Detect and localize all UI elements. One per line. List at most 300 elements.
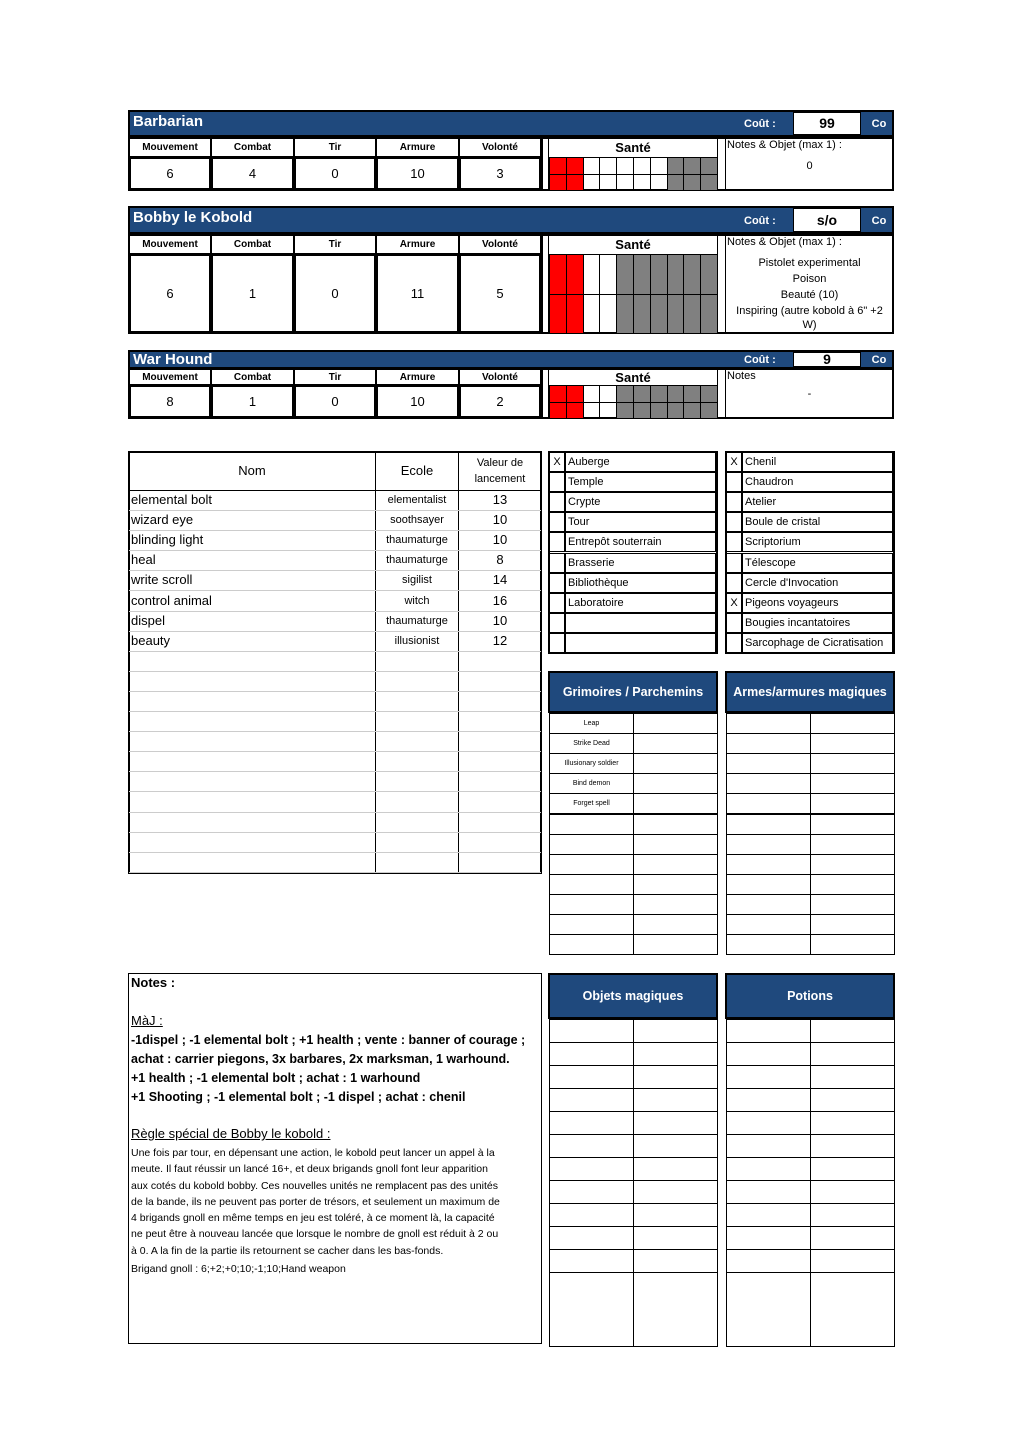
health-box[interactable] bbox=[566, 385, 584, 403]
grid-cell[interactable] bbox=[549, 1272, 634, 1347]
spell-row[interactable] bbox=[129, 732, 541, 752]
grid-cell[interactable] bbox=[726, 874, 811, 895]
base-checkbox[interactable] bbox=[726, 633, 742, 653]
cout-label: Coût : bbox=[744, 215, 776, 227]
base-label: Boule de cristal bbox=[742, 512, 893, 532]
spell-header-valeur-line1: Valeur de bbox=[476, 457, 524, 469]
stat-armure[interactable]: 10 bbox=[376, 385, 459, 418]
grid-cell[interactable] bbox=[810, 874, 895, 895]
co-label: Co bbox=[871, 354, 887, 366]
spell-row[interactable] bbox=[129, 813, 541, 833]
stat-label-armure: Armure bbox=[376, 369, 459, 385]
grid-cell[interactable] bbox=[810, 793, 895, 814]
base-label: Auberge bbox=[565, 452, 716, 472]
health-box[interactable] bbox=[599, 254, 617, 295]
base-label: Brasserie bbox=[565, 553, 716, 573]
health-box[interactable] bbox=[599, 157, 617, 175]
divider bbox=[717, 234, 726, 334]
health-box[interactable] bbox=[633, 157, 651, 175]
grid-cell[interactable] bbox=[633, 753, 718, 774]
health-box[interactable] bbox=[616, 385, 634, 403]
grid-cell[interactable] bbox=[633, 1134, 718, 1158]
rule-line: Une fois par tour, en dépensant une action, le kobold peut lancer un appel à la bbox=[131, 1147, 495, 1159]
health-box[interactable] bbox=[700, 402, 718, 420]
health-box[interactable] bbox=[650, 174, 668, 192]
health-box[interactable] bbox=[566, 254, 584, 295]
grid-cell[interactable] bbox=[810, 1249, 895, 1273]
grid-cell[interactable] bbox=[633, 854, 718, 875]
grid-cell[interactable] bbox=[726, 713, 811, 734]
grid-cell[interactable] bbox=[810, 814, 895, 835]
spell-name: heal bbox=[131, 552, 156, 568]
grid-cell[interactable] bbox=[633, 1042, 718, 1066]
cout-label: Coût : bbox=[744, 118, 776, 130]
grid-cell[interactable] bbox=[633, 1203, 718, 1227]
grid-cell[interactable] bbox=[633, 713, 718, 734]
grid-cell[interactable] bbox=[726, 914, 811, 935]
grid-cell[interactable] bbox=[633, 1249, 718, 1273]
maj-line: +1 health ; -1 elemental bolt ; achat : 1 warhound bbox=[131, 1071, 421, 1085]
base-checkbox[interactable] bbox=[726, 553, 742, 573]
armes-header: Armes/armures magiques bbox=[725, 671, 895, 713]
stat-label-volonte: Volonté bbox=[459, 138, 541, 157]
stat-label-combat: Combat bbox=[211, 235, 294, 254]
grid-cell[interactable] bbox=[726, 1157, 811, 1181]
health-box[interactable] bbox=[633, 174, 651, 192]
spell-school: illusionist bbox=[394, 634, 440, 647]
grid-cell[interactable] bbox=[633, 1157, 718, 1181]
health-box[interactable] bbox=[616, 157, 634, 175]
health-box[interactable] bbox=[566, 294, 584, 335]
note-line: W) bbox=[802, 319, 817, 331]
health-box[interactable] bbox=[549, 157, 567, 175]
notes-label: Notes & Objet (max 1) : bbox=[727, 139, 842, 151]
health-box[interactable] bbox=[633, 385, 651, 403]
spell-school: soothsayer bbox=[390, 514, 444, 527]
base-checkbox[interactable] bbox=[726, 472, 742, 492]
grid-cell[interactable] bbox=[633, 733, 718, 754]
cout-value[interactable]: s/o bbox=[793, 208, 861, 232]
base-label: Cercle d'Invocation bbox=[742, 573, 893, 593]
unit-notes[interactable] bbox=[726, 255, 893, 331]
spell-value: 13 bbox=[492, 492, 508, 507]
health-box[interactable] bbox=[683, 385, 701, 403]
health-box[interactable] bbox=[683, 157, 701, 175]
spell-school: thaumaturge bbox=[386, 614, 448, 627]
grid-cell[interactable] bbox=[549, 793, 634, 814]
spell-row[interactable] bbox=[129, 652, 541, 672]
grid-cell[interactable] bbox=[810, 1134, 895, 1158]
grid-cell[interactable] bbox=[810, 1111, 895, 1135]
health-box[interactable] bbox=[683, 254, 701, 295]
grid-cell[interactable] bbox=[726, 733, 811, 754]
divider bbox=[541, 137, 549, 191]
unit-header bbox=[128, 206, 894, 234]
notes-label: Notes bbox=[727, 370, 756, 382]
grid-cell[interactable] bbox=[633, 814, 718, 835]
health-box[interactable] bbox=[633, 402, 651, 420]
spell-name: blinding light bbox=[131, 532, 204, 548]
rule-line: 4 brigands gnoll en même temps en jeu est toléré, à ce moment là, la capacité bbox=[131, 1212, 495, 1225]
maj-list[interactable] bbox=[131, 1031, 525, 1107]
spell-name: beauty bbox=[131, 632, 171, 648]
grid-cell[interactable] bbox=[549, 1249, 634, 1273]
grid-cell[interactable] bbox=[549, 713, 634, 734]
grid-cell[interactable] bbox=[726, 1134, 811, 1158]
health-box[interactable] bbox=[583, 294, 601, 335]
grid-cell[interactable] bbox=[549, 1226, 634, 1250]
health-box[interactable] bbox=[700, 294, 718, 335]
health-box[interactable] bbox=[667, 174, 685, 192]
co-label: Co bbox=[871, 215, 887, 227]
base-checkbox[interactable]: X bbox=[726, 593, 742, 613]
health-box[interactable] bbox=[599, 385, 617, 403]
health-box[interactable] bbox=[700, 254, 718, 295]
health-box[interactable] bbox=[667, 402, 685, 420]
maj-line: -1dispel ; -1 elemental bolt ; +1 health ; vente : banner of courage ; bbox=[131, 1033, 526, 1047]
spell-name: write scroll bbox=[131, 572, 193, 588]
base-checkbox[interactable] bbox=[549, 613, 565, 633]
grid-cell[interactable] bbox=[726, 1180, 811, 1204]
base-checkbox[interactable] bbox=[726, 512, 742, 532]
health-box[interactable] bbox=[616, 254, 634, 295]
spell-row[interactable] bbox=[129, 692, 541, 712]
health-box[interactable] bbox=[583, 254, 601, 295]
spell-row[interactable] bbox=[129, 772, 541, 792]
rule-title: Règle spécial de Bobby le kobold : bbox=[131, 1126, 331, 1141]
stat-label-tir: Tir bbox=[294, 235, 376, 254]
unit-header bbox=[128, 110, 894, 137]
grid-cell[interactable] bbox=[726, 1019, 811, 1043]
note-line: Beauté (10) bbox=[780, 289, 839, 301]
grid-cell[interactable] bbox=[633, 1226, 718, 1250]
grid-cell[interactable] bbox=[810, 894, 895, 915]
grid-cell[interactable] bbox=[633, 793, 718, 814]
base-label bbox=[565, 633, 716, 653]
grid-cell[interactable] bbox=[810, 1157, 895, 1181]
grid-cell[interactable] bbox=[726, 854, 811, 875]
health-box[interactable] bbox=[667, 157, 685, 175]
stat-volonte[interactable]: 2 bbox=[459, 385, 541, 418]
grid-cell[interactable] bbox=[633, 1180, 718, 1204]
health-box[interactable] bbox=[583, 157, 601, 175]
grid-cell[interactable] bbox=[810, 914, 895, 935]
stat-volonte[interactable]: 3 bbox=[459, 157, 541, 190]
spell-name: dispel bbox=[131, 612, 165, 628]
health-box[interactable] bbox=[683, 174, 701, 192]
health-box[interactable] bbox=[700, 385, 718, 403]
grid-cell[interactable] bbox=[549, 1134, 634, 1158]
base-checkbox[interactable] bbox=[549, 512, 565, 532]
health-box[interactable] bbox=[566, 402, 584, 420]
potions-header: Potions bbox=[725, 973, 895, 1019]
unit-name: War Hound bbox=[133, 351, 213, 368]
health-box[interactable] bbox=[616, 174, 634, 192]
grid-cell[interactable] bbox=[726, 773, 811, 794]
grid-cell[interactable] bbox=[549, 1019, 634, 1043]
spell-name: control animal bbox=[131, 592, 212, 608]
health-box[interactable] bbox=[650, 294, 668, 335]
unit-notes[interactable] bbox=[726, 158, 893, 174]
base-label: Temple bbox=[565, 472, 716, 492]
grimoire-item: Bind demon bbox=[572, 780, 611, 788]
grid-cell[interactable] bbox=[810, 1272, 895, 1347]
grid-cell[interactable] bbox=[810, 1065, 895, 1089]
base-label: Bibliothèque bbox=[565, 573, 716, 593]
spell-value: 12 bbox=[492, 632, 508, 648]
grid-cell[interactable] bbox=[633, 874, 718, 895]
spell-school: thaumaturge bbox=[386, 554, 448, 567]
grid-cell[interactable] bbox=[726, 1042, 811, 1066]
spell-row[interactable] bbox=[129, 793, 541, 813]
grid-cell[interactable] bbox=[549, 1065, 634, 1089]
grid-cell[interactable] bbox=[810, 753, 895, 774]
grid-cell[interactable] bbox=[726, 1272, 811, 1347]
base-label bbox=[565, 613, 716, 633]
spell-row[interactable] bbox=[129, 712, 541, 732]
health-box[interactable] bbox=[566, 157, 584, 175]
health-box[interactable] bbox=[650, 254, 668, 295]
grid-cell[interactable] bbox=[726, 814, 811, 835]
grid-cell[interactable] bbox=[633, 1088, 718, 1112]
cout-value[interactable]: 99 bbox=[793, 112, 861, 135]
grid-cell[interactable] bbox=[549, 934, 634, 955]
grid-cell[interactable] bbox=[549, 1157, 634, 1181]
grid-cell[interactable] bbox=[633, 834, 718, 855]
grid-cell[interactable] bbox=[726, 834, 811, 855]
grid-cell[interactable] bbox=[549, 773, 634, 794]
grid-cell[interactable] bbox=[810, 1226, 895, 1250]
grid-cell[interactable] bbox=[810, 934, 895, 955]
health-box[interactable] bbox=[549, 294, 567, 335]
grimoire-item: Leap bbox=[583, 720, 600, 728]
health-box[interactable] bbox=[583, 402, 601, 420]
health-box[interactable] bbox=[667, 294, 685, 335]
spell-value: 8 bbox=[496, 552, 504, 568]
grid-cell[interactable] bbox=[726, 1111, 811, 1135]
base-checkbox[interactable] bbox=[726, 532, 742, 552]
spell-header-nom: Nom bbox=[238, 463, 266, 478]
base-checkbox[interactable] bbox=[549, 633, 565, 653]
grid-cell[interactable] bbox=[810, 1019, 895, 1043]
grid-cell[interactable] bbox=[810, 854, 895, 875]
stat-combat[interactable]: 1 bbox=[211, 385, 294, 418]
base-label: Tour bbox=[565, 512, 716, 532]
health-box[interactable] bbox=[549, 174, 567, 192]
health-box[interactable] bbox=[599, 294, 617, 335]
health-box[interactable] bbox=[683, 294, 701, 335]
grid-cell[interactable] bbox=[726, 1088, 811, 1112]
spell-value: 16 bbox=[492, 592, 508, 608]
stat-combat[interactable]: 1 bbox=[211, 254, 294, 333]
spell-row[interactable] bbox=[129, 833, 541, 853]
base-label: Télescope bbox=[742, 553, 893, 573]
stat-armure[interactable]: 10 bbox=[376, 157, 459, 190]
health-box[interactable] bbox=[667, 385, 685, 403]
note-line: Poison bbox=[792, 273, 827, 285]
grid-cell[interactable] bbox=[810, 834, 895, 855]
maj-line: achat : carrier piegons, 3x barbares, 2x marksman, 1 warhound. bbox=[131, 1052, 510, 1066]
health-box[interactable] bbox=[599, 174, 617, 192]
grid-cell[interactable] bbox=[633, 914, 718, 935]
grimoires-header: Grimoires / Parchemins bbox=[548, 671, 718, 713]
base-label: Scriptorium bbox=[742, 532, 893, 552]
health-box[interactable] bbox=[650, 385, 668, 403]
grid-cell[interactable] bbox=[633, 1111, 718, 1135]
health-box[interactable] bbox=[616, 294, 634, 335]
base-checkbox[interactable] bbox=[549, 593, 565, 613]
grid-cell[interactable] bbox=[549, 834, 634, 855]
note-line: - bbox=[807, 388, 812, 400]
grid-cell[interactable] bbox=[726, 1203, 811, 1227]
divider bbox=[541, 234, 549, 334]
grid-cell[interactable] bbox=[726, 1249, 811, 1273]
grid-cell[interactable] bbox=[549, 874, 634, 895]
stat-tir[interactable]: 0 bbox=[294, 157, 376, 190]
unit-notes[interactable] bbox=[726, 386, 893, 402]
note-line: Inspiring (autre kobold à 6" +2 bbox=[736, 305, 883, 317]
health-box[interactable] bbox=[700, 157, 718, 175]
grid-cell[interactable] bbox=[810, 1180, 895, 1204]
grid-cell[interactable] bbox=[549, 1111, 634, 1135]
unit-name: Barbarian bbox=[133, 113, 204, 130]
grid-cell[interactable] bbox=[810, 1042, 895, 1066]
divider bbox=[717, 368, 726, 419]
notes-title: Notes : bbox=[131, 975, 176, 990]
stat-combat[interactable]: 4 bbox=[211, 157, 294, 190]
objets-header: Objets magiques bbox=[548, 973, 718, 1019]
brigand-line: Brigand gnoll : 6;+2;+0;10;-1;10;Hand weapon bbox=[131, 1263, 346, 1276]
grid-cell[interactable] bbox=[726, 793, 811, 814]
rule-line: de la bande, ils ne peuvent pas porter de trésors, et seulement un maximum de bbox=[131, 1195, 500, 1208]
base-checkbox[interactable] bbox=[549, 553, 565, 573]
grid-cell[interactable] bbox=[810, 733, 895, 754]
spell-school: thaumaturge bbox=[386, 534, 448, 547]
base-checkbox[interactable] bbox=[549, 492, 565, 512]
grid-cell[interactable] bbox=[633, 1272, 718, 1347]
base-checkbox[interactable] bbox=[726, 492, 742, 512]
grid-cell[interactable] bbox=[549, 814, 634, 835]
health-box[interactable] bbox=[633, 294, 651, 335]
health-box[interactable] bbox=[700, 174, 718, 192]
grid-cell[interactable] bbox=[549, 733, 634, 754]
grid-cell[interactable] bbox=[549, 914, 634, 935]
stat-tir[interactable]: 0 bbox=[294, 254, 376, 333]
stat-label-tir: Tir bbox=[294, 138, 376, 157]
stat-label-armure: Armure bbox=[376, 235, 459, 254]
health-box[interactable] bbox=[683, 402, 701, 420]
health-box[interactable] bbox=[549, 402, 567, 420]
grid-cell[interactable] bbox=[810, 773, 895, 794]
grid-cell[interactable] bbox=[810, 1088, 895, 1112]
maj-title: MàJ : bbox=[131, 1013, 163, 1028]
grid-cell[interactable] bbox=[549, 753, 634, 774]
health-box[interactable] bbox=[667, 254, 685, 295]
health-box[interactable] bbox=[583, 174, 601, 192]
health-box[interactable] bbox=[549, 254, 567, 295]
base-label: Chenil bbox=[742, 452, 893, 472]
stat-mouvement[interactable]: 8 bbox=[129, 385, 211, 418]
health-box[interactable] bbox=[599, 402, 617, 420]
grid-cell[interactable] bbox=[633, 934, 718, 955]
grid-cell[interactable] bbox=[633, 894, 718, 915]
health-box[interactable] bbox=[616, 402, 634, 420]
spell-row[interactable] bbox=[129, 752, 541, 772]
health-box[interactable] bbox=[650, 157, 668, 175]
base-checkbox[interactable] bbox=[549, 532, 565, 552]
base-checkbox[interactable]: X bbox=[726, 452, 742, 472]
spell-row[interactable] bbox=[129, 672, 541, 692]
spell-name: elemental bolt bbox=[131, 492, 212, 507]
rule-line: ne peut être à nouveau lancée que lorsque le nombre de gnoll est réduit à 2 ou bbox=[131, 1228, 499, 1241]
base-label: Chaudron bbox=[742, 472, 893, 492]
stat-mouvement[interactable]: 6 bbox=[129, 254, 211, 333]
spell-header-ecole: Ecole bbox=[400, 463, 434, 478]
spell-value: 10 bbox=[492, 612, 508, 628]
health-box[interactable] bbox=[583, 385, 601, 403]
stat-label-armure: Armure bbox=[376, 138, 459, 157]
grid-cell[interactable] bbox=[549, 1180, 634, 1204]
spell-name: wizard eye bbox=[131, 512, 194, 528]
grid-cell[interactable] bbox=[810, 713, 895, 734]
rule-line: meute. Il faut réussir un lancé 16+, et deux brigands gnoll font leur apparition bbox=[131, 1163, 488, 1176]
base-checkbox[interactable] bbox=[726, 613, 742, 633]
grid-cell[interactable] bbox=[726, 753, 811, 774]
grid-cell[interactable] bbox=[726, 1226, 811, 1250]
health-box[interactable] bbox=[633, 254, 651, 295]
grid-cell[interactable] bbox=[549, 854, 634, 875]
health-box[interactable] bbox=[549, 385, 567, 403]
grid-cell[interactable] bbox=[726, 894, 811, 915]
health-box[interactable] bbox=[650, 402, 668, 420]
grid-cell[interactable] bbox=[549, 894, 634, 915]
base-checkbox[interactable] bbox=[726, 573, 742, 593]
grid-cell[interactable] bbox=[549, 1042, 634, 1066]
stat-label-mouvement: Mouvement bbox=[129, 138, 211, 157]
grid-cell[interactable] bbox=[633, 1019, 718, 1043]
stat-volonte[interactable]: 5 bbox=[459, 254, 541, 333]
grid-cell[interactable] bbox=[726, 1065, 811, 1089]
rule-text[interactable] bbox=[131, 1145, 500, 1277]
cout-value[interactable]: 9 bbox=[793, 352, 861, 367]
spell-value: 14 bbox=[492, 572, 508, 588]
stat-label-combat: Combat bbox=[211, 369, 294, 385]
divider bbox=[541, 368, 549, 419]
maj-line: +1 Shooting ; -1 elemental bolt ; -1 dispel ; achat : chenil bbox=[131, 1090, 466, 1104]
spell-row[interactable] bbox=[129, 853, 541, 873]
sante-label: Santé bbox=[615, 369, 651, 385]
stat-label-volonte: Volonté bbox=[459, 369, 541, 385]
base-checkbox[interactable] bbox=[549, 472, 565, 492]
grid-cell[interactable] bbox=[810, 1203, 895, 1227]
rule-line: aux cotés du kobold bobby. Ces nouvelles unités ne remplacent pas des unités bbox=[131, 1179, 498, 1192]
stat-label-tir: Tir bbox=[294, 369, 376, 385]
grid-cell[interactable] bbox=[549, 1088, 634, 1112]
grid-cell[interactable] bbox=[633, 773, 718, 794]
base-checkbox[interactable] bbox=[549, 573, 565, 593]
grid-cell[interactable] bbox=[726, 934, 811, 955]
divider bbox=[717, 137, 726, 191]
grid-cell[interactable] bbox=[633, 1065, 718, 1089]
stat-armure[interactable]: 11 bbox=[376, 254, 459, 333]
stat-mouvement[interactable]: 6 bbox=[129, 157, 211, 190]
stat-tir[interactable]: 0 bbox=[294, 385, 376, 418]
base-checkbox[interactable]: X bbox=[549, 452, 565, 472]
spell-header-valeur-line2: lancement bbox=[474, 473, 526, 485]
unit-header bbox=[128, 350, 894, 369]
grid-cell[interactable] bbox=[549, 1203, 634, 1227]
health-box[interactable] bbox=[566, 174, 584, 192]
